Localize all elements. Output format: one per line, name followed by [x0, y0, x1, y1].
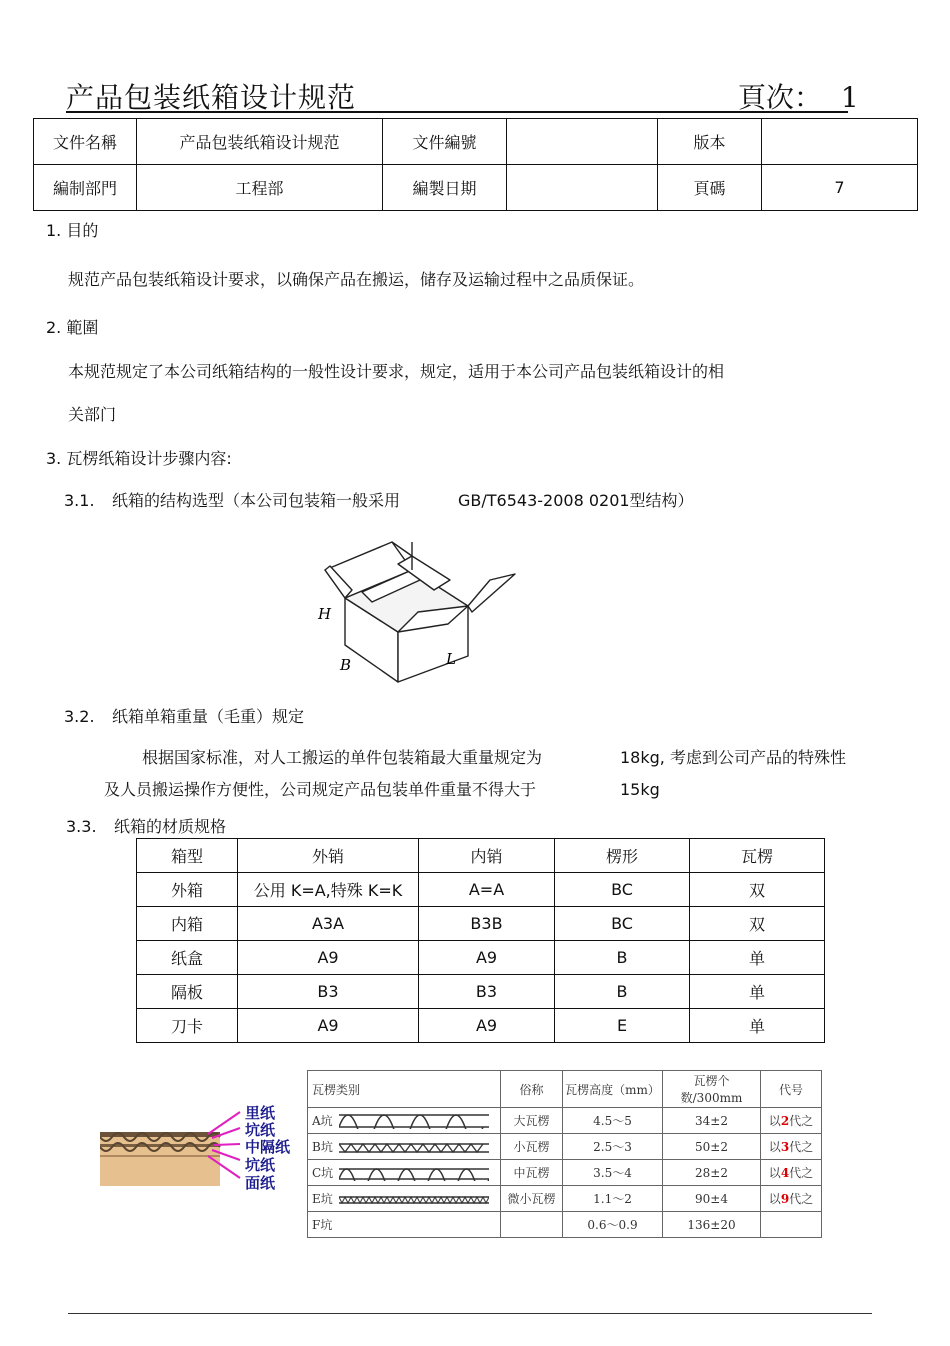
table-cell: BC [555, 907, 690, 941]
section-1-title: 1. 目的 [46, 221, 99, 240]
section-3-1-standard: GB/T6543-2008 0201型结构） [458, 491, 694, 510]
info-cell: 文件名稱 [34, 119, 137, 165]
table-cell: 90±4 [663, 1186, 761, 1212]
material-spec-table [136, 838, 825, 1043]
table-cell: 大瓦楞 [501, 1108, 563, 1134]
table-cell: 隔板 [137, 975, 238, 1009]
table-row [137, 1009, 825, 1043]
table-row [34, 119, 918, 165]
flute-type-label: C坑 [312, 1166, 334, 1180]
table-cell: B3 [238, 975, 419, 1009]
code-text: 以 [768, 1140, 781, 1154]
code-number: 2 [780, 1114, 790, 1128]
code-text: 代之 [789, 1140, 814, 1154]
column-header: 内销 [419, 839, 555, 873]
table-row [34, 165, 918, 211]
table-cell: 双 [690, 907, 825, 941]
column-header: 外销 [238, 839, 419, 873]
layer-label-flute-2: 坑纸 [245, 1156, 276, 1174]
table-cell: BC [555, 873, 690, 907]
document-info-table [33, 118, 918, 211]
info-cell: 产品包装纸箱设计规范 [137, 119, 383, 165]
table-cell [761, 1134, 822, 1160]
table-cell: 单 [690, 975, 825, 1009]
layer-label-inner-liner: 里纸 [245, 1104, 276, 1122]
code-text: 代之 [789, 1192, 814, 1206]
table-cell: 微小瓦楞 [501, 1186, 563, 1212]
table-cell: 1.1～2 [563, 1186, 663, 1212]
code-text: 代之 [789, 1114, 814, 1128]
section-3-2-text-1b: 18kg, 考虑到公司产品的特殊性 [620, 748, 846, 767]
table-cell: 小瓦楞 [501, 1134, 563, 1160]
table-cell: 内箱 [137, 907, 238, 941]
column-header: 代号 [761, 1071, 822, 1108]
table-cell: B [555, 975, 690, 1009]
table-cell [761, 1108, 822, 1134]
table-cell: 中瓦楞 [501, 1160, 563, 1186]
info-cell: 版本 [658, 119, 762, 165]
column-header: 箱型 [137, 839, 238, 873]
table-cell: 3.5～4 [563, 1160, 663, 1186]
table-cell: A9 [238, 1009, 419, 1043]
table-cell [761, 1186, 822, 1212]
table-cell: 公用 K=A,特殊 K=K [238, 873, 419, 907]
table-row [308, 1212, 822, 1238]
document-title: 产品包装纸箱设计规范 [66, 81, 357, 114]
table-row [308, 1160, 822, 1186]
column-header: 俗称 [501, 1071, 563, 1108]
code-text: 以 [768, 1114, 781, 1128]
table-row [137, 941, 825, 975]
table-cell: B3B [419, 907, 555, 941]
column-header: 瓦楞高度（mm） [563, 1071, 663, 1108]
table-cell: 双 [690, 873, 825, 907]
table-cell: A9 [419, 941, 555, 975]
page-label: 頁次： [738, 81, 823, 114]
box-right-flap [468, 574, 515, 612]
section-2-title: 2. 範圍 [46, 318, 99, 337]
section-3-3-title: 纸箱的材质规格 [114, 817, 227, 836]
section-3-2-text-1a: 根据国家标准，对人工搬运的单件包装箱最大重量规定为 [142, 748, 543, 767]
flute-type-label: A坑 [312, 1113, 333, 1128]
info-cell: 工程部 [137, 165, 383, 211]
info-cell: 編製日期 [383, 165, 507, 211]
table-cell: 2.5～3 [563, 1134, 663, 1160]
code-text: 以 [768, 1192, 781, 1206]
flute-type-cell: F坑 [308, 1212, 501, 1238]
info-cell [507, 119, 658, 165]
table-cell: 单 [690, 941, 825, 975]
board-liner-bottom [100, 1155, 220, 1157]
column-header: 楞形 [555, 839, 690, 873]
section-3-1-number: 3.1. [64, 491, 95, 510]
flute-c-wave-icon [339, 1167, 489, 1181]
layer-label-flute: 坑纸 [245, 1121, 276, 1139]
section-3-3-number: 3.3. [66, 817, 97, 836]
flute-a-wave-icon [339, 1113, 489, 1129]
code-text: 以 [768, 1166, 781, 1180]
box-label-l: L [446, 650, 456, 668]
box-label-b: B [340, 656, 352, 674]
info-cell: 編制部門 [34, 165, 137, 211]
table-row [137, 907, 825, 941]
footer-divider [68, 1313, 872, 1314]
section-2-text-line1: 本规范规定了本公司纸箱结构的一般性设计要求，规定，适用于本公司产品包装纸箱设计的相 [68, 362, 725, 381]
page-number-value: 1 [840, 81, 859, 114]
table-row [308, 1134, 822, 1160]
column-header: 瓦楞 [690, 839, 825, 873]
table-row [308, 1186, 822, 1212]
table-cell: 外箱 [137, 873, 238, 907]
flute-type-table [307, 1070, 822, 1238]
table-cell: 4.5～5 [563, 1108, 663, 1134]
section-3-2-text-2a: 及人员搬运操作方便性，公司规定产品包装单件重量不得大于 [104, 780, 537, 799]
info-cell [762, 119, 918, 165]
table-cell: 纸盒 [137, 941, 238, 975]
table-cell: B3 [419, 975, 555, 1009]
section-3-2-number: 3.2. [64, 707, 95, 726]
table-cell: A=A [419, 873, 555, 907]
column-header: 瓦楞个数/300mm [663, 1071, 761, 1108]
table-cell: 28±2 [663, 1160, 761, 1186]
section-2-text-line2: 关部门 [68, 405, 117, 424]
table-cell: A9 [238, 941, 419, 975]
info-cell: 文件編號 [383, 119, 507, 165]
flute-b-wave-icon [339, 1142, 489, 1154]
section-3-2-text-2b: 15kg [620, 780, 660, 799]
info-cell [507, 165, 658, 211]
table-header-row [137, 839, 825, 873]
code-number: 9 [780, 1192, 790, 1206]
table-cell: 0.6～0.9 [563, 1212, 663, 1238]
layer-label-outer-liner: 面纸 [245, 1174, 276, 1192]
table-row [137, 873, 825, 907]
code-text: 代之 [789, 1166, 814, 1180]
table-cell [761, 1160, 822, 1186]
carton-structure-diagram [300, 520, 530, 690]
flute-e-wave-icon [339, 1195, 489, 1205]
info-cell: 7 [762, 165, 918, 211]
flute-type-cell [308, 1160, 501, 1186]
title-underline [66, 111, 848, 113]
table-cell: B [555, 941, 690, 975]
flute-type-label: B坑 [312, 1140, 333, 1154]
flute-type-label: E坑 [312, 1192, 333, 1206]
table-cell: 34±2 [663, 1108, 761, 1134]
section-3-2-title: 纸箱单箱重量（毛重）规定 [112, 707, 305, 726]
table-row [308, 1108, 822, 1134]
table-cell: E [555, 1009, 690, 1043]
table-cell: 刀卡 [137, 1009, 238, 1043]
section-3-title: 3. 瓦楞纸箱设计步骤内容: [46, 449, 232, 468]
section-3-1-text: 纸箱的结构选型（本公司包装箱一般采用 [112, 491, 401, 510]
column-header: 瓦楞类别 [308, 1071, 501, 1108]
code-number: 4 [780, 1166, 790, 1180]
table-cell [761, 1212, 822, 1238]
table-cell: A9 [419, 1009, 555, 1043]
table-cell: 单 [690, 1009, 825, 1043]
table-cell: 136±20 [663, 1212, 761, 1238]
box-label-h: H [318, 605, 332, 623]
flute-type-cell [308, 1108, 501, 1134]
table-header-row [308, 1071, 822, 1108]
table-cell [501, 1212, 563, 1238]
section-1-text: 规范产品包装纸箱设计要求，以确保产品在搬运，储存及运输过程中之品质保证。 [68, 270, 645, 289]
table-row [137, 975, 825, 1009]
layer-label-middle-liner: 中隔纸 [245, 1138, 291, 1156]
code-number: 3 [780, 1140, 790, 1154]
page-number [738, 76, 859, 116]
table-cell: 50±2 [663, 1134, 761, 1160]
flute-type-cell [308, 1186, 501, 1212]
info-cell: 頁碼 [658, 165, 762, 211]
table-cell: A3A [238, 907, 419, 941]
flute-type-cell [308, 1134, 501, 1160]
